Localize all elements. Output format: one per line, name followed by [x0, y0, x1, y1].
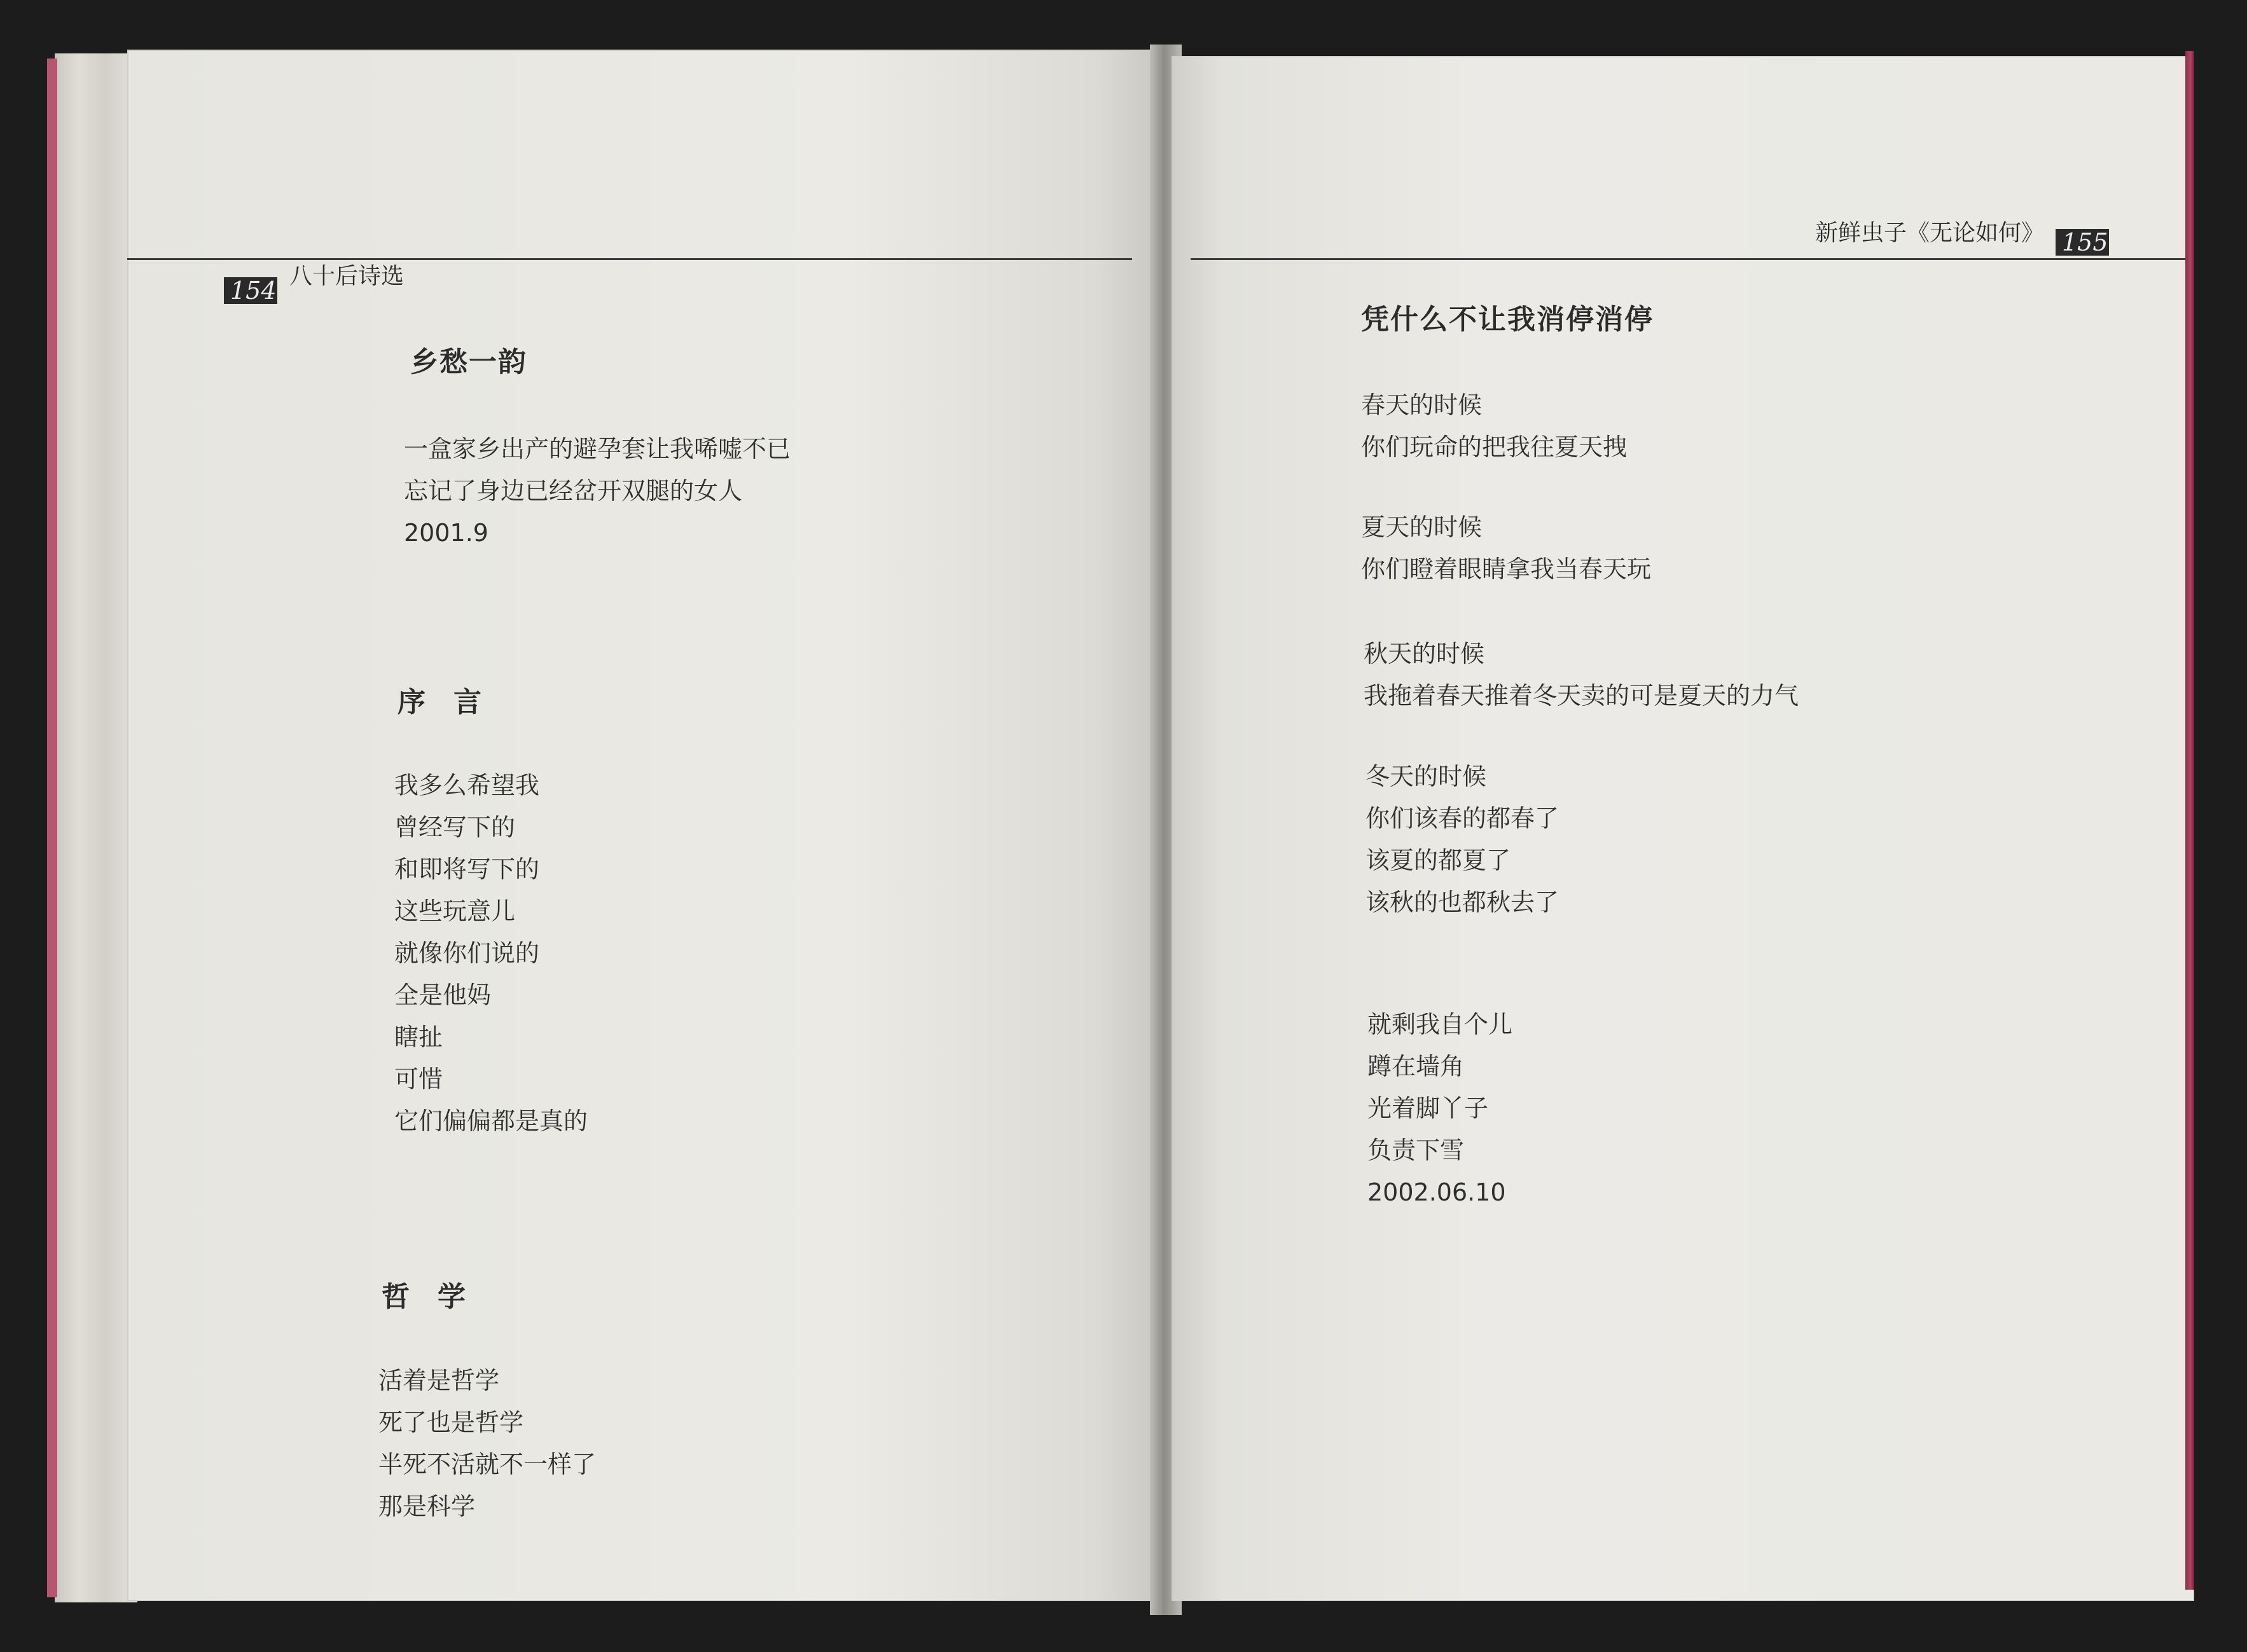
poem-line: 春天的时候 [1361, 391, 1483, 419]
page-number: 154 [224, 277, 277, 304]
poem-line: 就像你们说的 [394, 939, 540, 967]
poem-line: 一盒家乡出产的避孕套让我唏嘘不已 [404, 435, 791, 463]
poem-line: 就剩我自个儿 [1367, 1010, 1513, 1038]
poem-line: 这些玩意儿 [394, 897, 516, 925]
poem-line: 忘记了身边已经岔开双腿的女人 [404, 477, 743, 505]
poem-line: 2002.06.10 [1367, 1178, 1506, 1206]
header-rule [1191, 258, 2194, 260]
right-page [1172, 56, 2194, 1601]
poem-line: 光着脚丫子 [1367, 1094, 1489, 1122]
poem-line: 你们瞪着眼睛拿我当春天玩 [1361, 555, 1652, 583]
poem-body [378, 1359, 596, 1527]
poem-line: 曾经写下的 [394, 813, 516, 841]
poem-stanza [1365, 755, 1559, 923]
poem-line: 和即将写下的 [394, 855, 540, 883]
poem-line: 那是科学 [378, 1492, 476, 1520]
poem-line: 死了也是哲学 [378, 1408, 524, 1436]
poem-line: 冬天的时候 [1365, 762, 1487, 790]
poem-line: 你们玩命的把我往夏天拽 [1361, 433, 1628, 461]
poem-stanza [1367, 1003, 1512, 1213]
poem-line: 活着是哲学 [378, 1366, 500, 1394]
poem-body [394, 764, 588, 1142]
poem-line: 半死不活就不一样了 [378, 1450, 597, 1478]
cover-edge [2185, 51, 2194, 1590]
left-page [127, 50, 1158, 1601]
poem-title: 序言 [398, 686, 509, 719]
poem-line: 该秋的也都秋去了 [1365, 888, 1559, 916]
poem-title: 乡愁一韵 [410, 346, 527, 378]
poem-line: 2001.9 [404, 519, 488, 547]
poem-line: 可惜 [394, 1065, 443, 1093]
poem-line: 秋天的时候 [1364, 640, 1485, 668]
poem-line: 它们偏偏都是真的 [394, 1107, 588, 1135]
poem-stanza [1361, 384, 1627, 468]
cover-edge [47, 59, 57, 1597]
poem-line: 你们该春的都春了 [1365, 804, 1559, 832]
page-number: 155 [2056, 229, 2109, 256]
poem-line: 我多么希望我 [394, 771, 540, 799]
poem-line: 全是他妈 [394, 981, 492, 1009]
page-edge-stack [55, 53, 137, 1602]
poem-body [404, 428, 791, 554]
poem-title: 哲学 [382, 1281, 494, 1313]
header-rule [127, 258, 1132, 260]
poem-stanza [1364, 633, 1799, 717]
poem-stanza [1361, 506, 1651, 590]
running-header: 八十后诗选 [289, 263, 404, 289]
poem-line: 蹲在墙角 [1367, 1052, 1465, 1080]
running-header: 新鲜虫子《无论如何》 [1815, 220, 2045, 246]
poem-line: 我拖着春天推着冬天卖的可是夏天的力气 [1364, 682, 1799, 710]
poem-title: 凭什么不让我消停消停 [1361, 303, 1654, 336]
poem-line: 瞎扯 [394, 1023, 443, 1051]
poem-line: 夏天的时候 [1361, 513, 1483, 541]
poem-line: 该夏的都夏了 [1365, 846, 1511, 874]
poem-line: 负责下雪 [1367, 1136, 1465, 1164]
